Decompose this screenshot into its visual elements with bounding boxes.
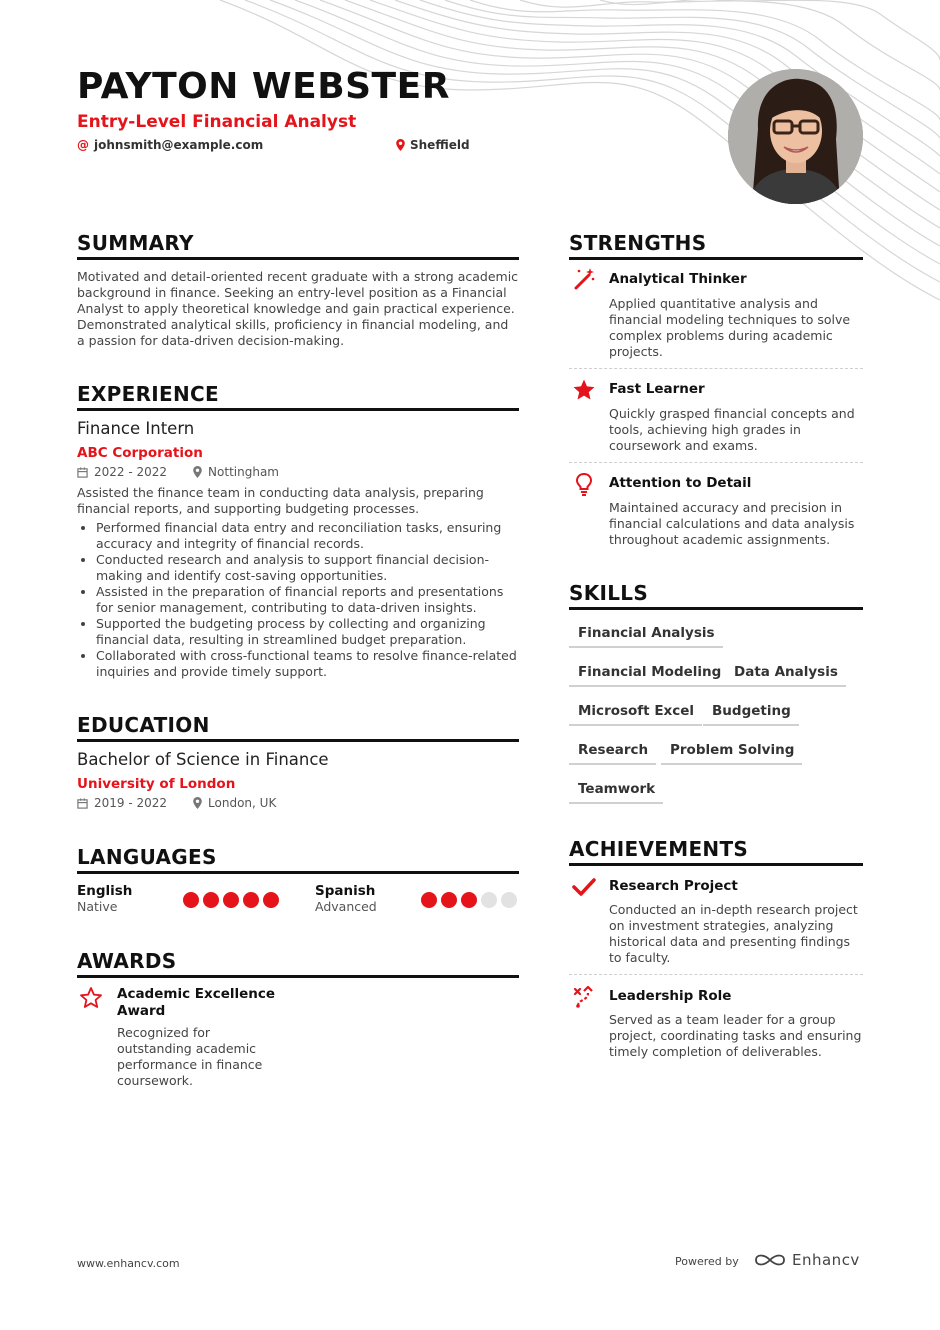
map-pin-icon [396, 139, 405, 151]
strength-description: Applied quantitative analysis and financial modeling techniques to solve complex problems during academic projects. [609, 296, 851, 359]
calendar-icon [77, 798, 88, 809]
rating-dot-filled [223, 892, 239, 908]
summary-text: Motivated and detail-oriented recent graduate with a strong academic background in finance. Seeking an entry-level position as a Financial Analyst to apply theoretical knowledge and gain practical experience. Demonstrated analytical skills, proficiency in financial modeling, and a passion for data-driven decision-making. [77, 269, 519, 348]
location-contact [396, 138, 470, 152]
star-icon [572, 378, 596, 402]
education-heading: EDUCATION [77, 713, 519, 742]
award-title: Academic Excellence Award [117, 986, 276, 1019]
skill-tag: Teamwork [569, 781, 663, 804]
achievement-title: Leadership Role [609, 988, 732, 1004]
language-name: English [77, 883, 133, 899]
languages-heading: LANGUAGES [77, 845, 519, 874]
divider [569, 462, 863, 463]
experience-bullet: • Supported the budgeting process by collecting and organizing financial data, resulting in streamlined budget preparation. [96, 616, 519, 648]
skill-tag: Microsoft Excel [569, 703, 702, 726]
lightbulb-icon [572, 472, 596, 496]
profile-photo [728, 69, 863, 204]
education-location: London, UK [208, 796, 277, 810]
experience-bullet: • Conducted research and analysis to support financial decision-making and identify cost-saving opportunities. [96, 552, 519, 584]
skill-tag: Financial Modeling [569, 664, 729, 687]
footer-powered-by: Powered by [675, 1255, 739, 1268]
divider [569, 974, 863, 975]
map-pin-icon [193, 797, 202, 809]
skill-tag: Financial Analysis [569, 625, 723, 648]
strengths-heading: STRENGTHS [569, 231, 863, 260]
candidate-name: PAYTON WEBSTER [77, 66, 450, 107]
skill-tag: Data Analysis [725, 664, 846, 687]
achievement-description: Served as a team leader for a group project, coordinating tasks and ensuring timely completion of deliverables. [609, 1012, 862, 1059]
language-rating [183, 892, 279, 908]
rating-dot-filled [461, 892, 477, 908]
achievements-heading: ACHIEVEMENTS [569, 837, 863, 866]
achievement-description: Conducted an in-depth research project on investment strategies, analyzing historical data and presenting findings to faculty. [609, 902, 858, 965]
experience-bullet: • Collaborated with cross-functional teams to resolve finance-related inquiries and provide timely support. [96, 648, 519, 680]
skills-heading: SKILLS [569, 581, 863, 610]
strength-title: Fast Learner [609, 381, 705, 397]
summary-heading: SUMMARY [77, 231, 519, 260]
rating-dot-filled [421, 892, 437, 908]
email-text: johnsmith@example.com [94, 138, 264, 152]
award-description: Recognized for outstanding academic performance in finance coursework. [117, 1025, 263, 1088]
strength-description: Quickly grasped financial concepts and tools, achieving high grades in coursework and exams. [609, 406, 855, 453]
divider [569, 368, 863, 369]
experience-role: Finance Intern [77, 419, 195, 438]
rating-dot-filled [263, 892, 279, 908]
strength-description: Maintained accuracy and precision in financial calculations and data analysis throughout academic assignments. [609, 500, 855, 547]
rating-dot-filled [243, 892, 259, 908]
education-dates: 2019 - 2022 [94, 796, 168, 810]
calendar-icon [77, 467, 88, 478]
enhancv-logo[interactable] [754, 1251, 860, 1269]
language-rating [421, 892, 517, 908]
skill-tag: Problem Solving [661, 742, 802, 765]
rating-dot-filled [203, 892, 219, 908]
experience-company: ABC Corporation [77, 445, 203, 461]
language-item [77, 883, 132, 914]
education-school: University of London [77, 776, 236, 792]
rating-dot-empty [481, 892, 497, 908]
achievement-title: Research Project [609, 878, 738, 894]
language-level: Advanced [315, 899, 377, 914]
job-title: Entry-Level Financial Analyst [77, 112, 357, 132]
footer-website[interactable]: www.enhancv.com [77, 1257, 180, 1270]
awards-heading: AWARDS [77, 949, 519, 978]
rating-dot-filled [183, 892, 199, 908]
rating-dot-empty [501, 892, 517, 908]
experience-location: Nottingham [208, 465, 279, 479]
skill-tag: Research [569, 742, 656, 765]
rating-dot-filled [441, 892, 457, 908]
experience-bullet: • Performed financial data entry and reconciliation tasks, ensuring accuracy and integrity of financial records. [96, 520, 519, 552]
experience-description: Assisted the finance team in conducting data analysis, preparing financial reports, and supporting budgeting processes. [77, 485, 484, 516]
experience-heading: EXPERIENCE [77, 382, 519, 411]
enhancv-brand: Enhancv [792, 1251, 860, 1269]
education-degree: Bachelor of Science in Finance [77, 750, 329, 769]
experience-bullets [77, 520, 519, 680]
map-pin-icon [193, 466, 202, 478]
infinity-logo-icon [754, 1251, 786, 1269]
language-name: Spanish [315, 883, 376, 899]
skill-tag: Budgeting [703, 703, 799, 726]
experience-bullet: • Assisted in the preparation of financial reports and presentations for senior management, contributing to data-driven insights. [96, 584, 519, 616]
at-sign-icon: @ [77, 138, 89, 152]
experience-meta [77, 465, 279, 479]
language-level: Native [77, 899, 118, 914]
checkmark-icon [572, 875, 596, 899]
strength-title: Analytical Thinker [609, 271, 747, 287]
route-icon [572, 985, 596, 1009]
experience-dates: 2022 - 2022 [94, 465, 168, 479]
email-contact[interactable] [77, 138, 263, 152]
magic-wand-icon [572, 267, 596, 291]
location-text: Sheffield [410, 138, 470, 152]
star-outline-icon [79, 986, 103, 1010]
strength-title: Attention to Detail [609, 475, 752, 491]
language-item [315, 883, 377, 914]
education-meta [77, 796, 276, 810]
